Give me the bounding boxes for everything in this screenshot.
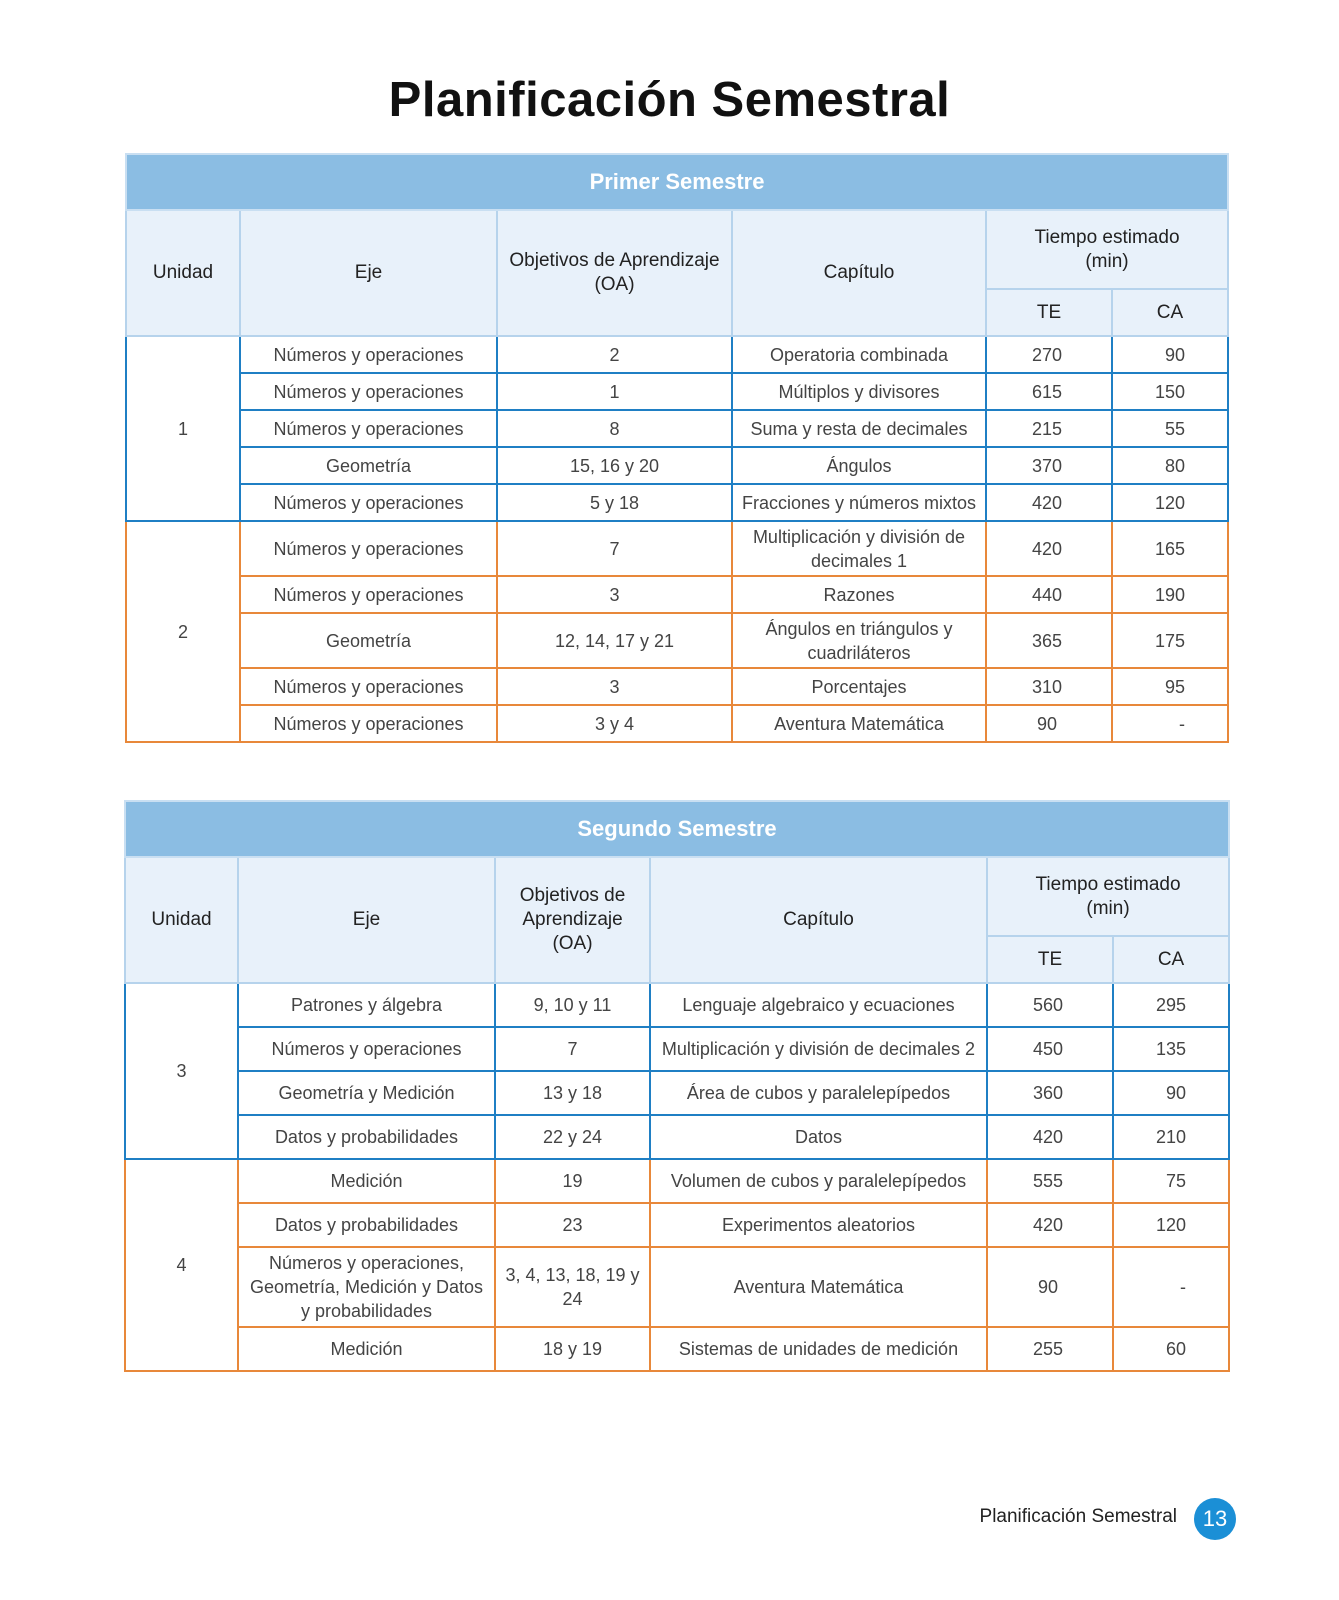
capitulo-cell: Aventura Matemática: [650, 1247, 987, 1327]
capitulo-cell: Multiplicación y división de decimales 2: [650, 1027, 987, 1071]
capitulo-cell: Área de cubos y paralelepípedos: [650, 1071, 987, 1115]
ca-cell: 90: [1112, 336, 1228, 373]
ca-cell: 135: [1113, 1027, 1229, 1071]
eje-cell: Números y operaciones: [238, 1027, 495, 1071]
header-oa: Objetivos de Aprendizaje (OA): [497, 210, 732, 336]
eje-cell: Números y operaciones: [240, 373, 497, 410]
oa-cell: 7: [497, 521, 732, 576]
table-row: [126, 521, 1228, 576]
ca-cell: 150: [1112, 373, 1228, 410]
table-row: [126, 373, 1228, 410]
ca-cell: 120: [1113, 1203, 1229, 1247]
oa-cell: 2: [497, 336, 732, 373]
header-eje: Eje: [240, 210, 497, 336]
capitulo-cell: Ángulos: [732, 447, 986, 484]
capitulo-cell: Multiplicación y división de decimales 1: [732, 521, 986, 576]
table-row: [126, 613, 1228, 668]
ca-cell: -: [1113, 1247, 1229, 1327]
te-cell: 440: [986, 576, 1112, 613]
ca-cell: 60: [1113, 1327, 1229, 1371]
oa-cell: 23: [495, 1203, 650, 1247]
oa-cell: 9, 10 y 11: [495, 983, 650, 1027]
oa-cell: 22 y 24: [495, 1115, 650, 1159]
capitulo-cell: Aventura Matemática: [732, 705, 986, 742]
te-cell: 90: [987, 1247, 1113, 1327]
unit-number: 4: [125, 1159, 238, 1371]
oa-cell: 18 y 19: [495, 1327, 650, 1371]
table-row: [126, 410, 1228, 447]
eje-cell: Números y operaciones: [240, 576, 497, 613]
oa-cell: 13 y 18: [495, 1071, 650, 1115]
ca-cell: 75: [1113, 1159, 1229, 1203]
eje-cell: Números y operaciones: [240, 705, 497, 742]
te-cell: 365: [986, 613, 1112, 668]
table-row: [125, 1071, 1229, 1115]
eje-cell: Geometría: [240, 613, 497, 668]
semester-title: Primer Semestre: [126, 154, 1228, 210]
header-te: TE: [986, 289, 1112, 336]
unit-number: 3: [125, 983, 238, 1159]
table-row: [125, 1247, 1229, 1327]
oa-cell: 15, 16 y 20: [497, 447, 732, 484]
capitulo-cell: Sistemas de unidades de medición: [650, 1327, 987, 1371]
oa-cell: 3: [497, 668, 732, 705]
oa-cell: 8: [497, 410, 732, 447]
second-semester-table: [124, 800, 1230, 1372]
header-te: TE: [987, 936, 1113, 983]
capitulo-cell: Datos: [650, 1115, 987, 1159]
table-row: [126, 668, 1228, 705]
capitulo-cell: Porcentajes: [732, 668, 986, 705]
table-row: [126, 705, 1228, 742]
table-row: [126, 484, 1228, 521]
header-ca: CA: [1112, 289, 1228, 336]
te-cell: 420: [987, 1203, 1113, 1247]
ca-cell: 210: [1113, 1115, 1229, 1159]
table-row: [125, 1115, 1229, 1159]
capitulo-cell: Múltiplos y divisores: [732, 373, 986, 410]
footer-label: Planificación Semestral: [979, 1506, 1177, 1527]
eje-cell: Geometría y Medición: [238, 1071, 495, 1115]
capitulo-cell: Experimentos aleatorios: [650, 1203, 987, 1247]
capitulo-cell: Lenguaje algebraico y ecuaciones: [650, 983, 987, 1027]
header-eje: Eje: [238, 857, 495, 983]
ca-cell: -: [1112, 705, 1228, 742]
header-capitulo: Capítulo: [650, 857, 987, 983]
eje-cell: Números y operaciones, Geometría, Medición y Datos y probabilidades: [238, 1247, 495, 1327]
table-row: [126, 336, 1228, 373]
capitulo-cell: Volumen de cubos y paralelepípedos: [650, 1159, 987, 1203]
te-cell: 555: [987, 1159, 1113, 1203]
table-row: [126, 447, 1228, 484]
page-title: Planificación Semestral: [388, 73, 951, 127]
header-ca: CA: [1113, 936, 1229, 983]
te-cell: 450: [987, 1027, 1113, 1071]
te-cell: 420: [987, 1115, 1113, 1159]
ca-cell: 165: [1112, 521, 1228, 576]
table-row: [126, 576, 1228, 613]
header-oa: Objetivos de Aprendizaje (OA): [495, 857, 650, 983]
oa-cell: 12, 14, 17 y 21: [497, 613, 732, 668]
table-row: [125, 1159, 1229, 1203]
header-tiempo: Tiempo estimado (min): [986, 210, 1228, 289]
eje-cell: Patrones y álgebra: [238, 983, 495, 1027]
te-cell: 90: [986, 705, 1112, 742]
te-cell: 370: [986, 447, 1112, 484]
oa-cell: 1: [497, 373, 732, 410]
capitulo-cell: Operatoria combinada: [732, 336, 986, 373]
te-cell: 270: [986, 336, 1112, 373]
ca-cell: 190: [1112, 576, 1228, 613]
semester-title: Segundo Semestre: [125, 801, 1229, 857]
te-cell: 310: [986, 668, 1112, 705]
te-cell: 215: [986, 410, 1112, 447]
oa-cell: 3, 4, 13, 18, 19 y 24: [495, 1247, 650, 1327]
te-cell: 255: [987, 1327, 1113, 1371]
unit-number: 1: [126, 336, 240, 521]
eje-cell: Medición: [238, 1159, 495, 1203]
te-cell: 360: [987, 1071, 1113, 1115]
oa-cell: 5 y 18: [497, 484, 732, 521]
oa-cell: 7: [495, 1027, 650, 1071]
eje-cell: Datos y probabilidades: [238, 1203, 495, 1247]
page-number-badge: 13: [1194, 1498, 1236, 1540]
table-row: [125, 1327, 1229, 1371]
eje-cell: Números y operaciones: [240, 484, 497, 521]
unit-number: 2: [126, 521, 240, 742]
table-row: [125, 983, 1229, 1027]
capitulo-cell: Razones: [732, 576, 986, 613]
header-capitulo: Capítulo: [732, 210, 986, 336]
ca-cell: 95: [1112, 668, 1228, 705]
oa-cell: 3 y 4: [497, 705, 732, 742]
eje-cell: Números y operaciones: [240, 410, 497, 447]
first-semester-table: [125, 153, 1229, 743]
eje-cell: Medición: [238, 1327, 495, 1371]
eje-cell: Números y operaciones: [240, 336, 497, 373]
table-row: [125, 1027, 1229, 1071]
header-unidad: Unidad: [126, 210, 240, 336]
ca-cell: 120: [1112, 484, 1228, 521]
header-tiempo: Tiempo estimado (min): [987, 857, 1229, 936]
ca-cell: 295: [1113, 983, 1229, 1027]
ca-cell: 175: [1112, 613, 1228, 668]
table-row: [125, 1203, 1229, 1247]
oa-cell: 19: [495, 1159, 650, 1203]
capitulo-cell: Suma y resta de decimales: [732, 410, 986, 447]
te-cell: 420: [986, 484, 1112, 521]
oa-cell: 3: [497, 576, 732, 613]
capitulo-cell: Fracciones y números mixtos: [732, 484, 986, 521]
ca-cell: 55: [1112, 410, 1228, 447]
eje-cell: Números y operaciones: [240, 668, 497, 705]
te-cell: 615: [986, 373, 1112, 410]
te-cell: 420: [986, 521, 1112, 576]
ca-cell: 80: [1112, 447, 1228, 484]
eje-cell: Números y operaciones: [240, 521, 497, 576]
eje-cell: Datos y probabilidades: [238, 1115, 495, 1159]
te-cell: 560: [987, 983, 1113, 1027]
header-unidad: Unidad: [125, 857, 238, 983]
eje-cell: Geometría: [240, 447, 497, 484]
capitulo-cell: Ángulos en triángulos y cuadriláteros: [732, 613, 986, 668]
ca-cell: 90: [1113, 1071, 1229, 1115]
